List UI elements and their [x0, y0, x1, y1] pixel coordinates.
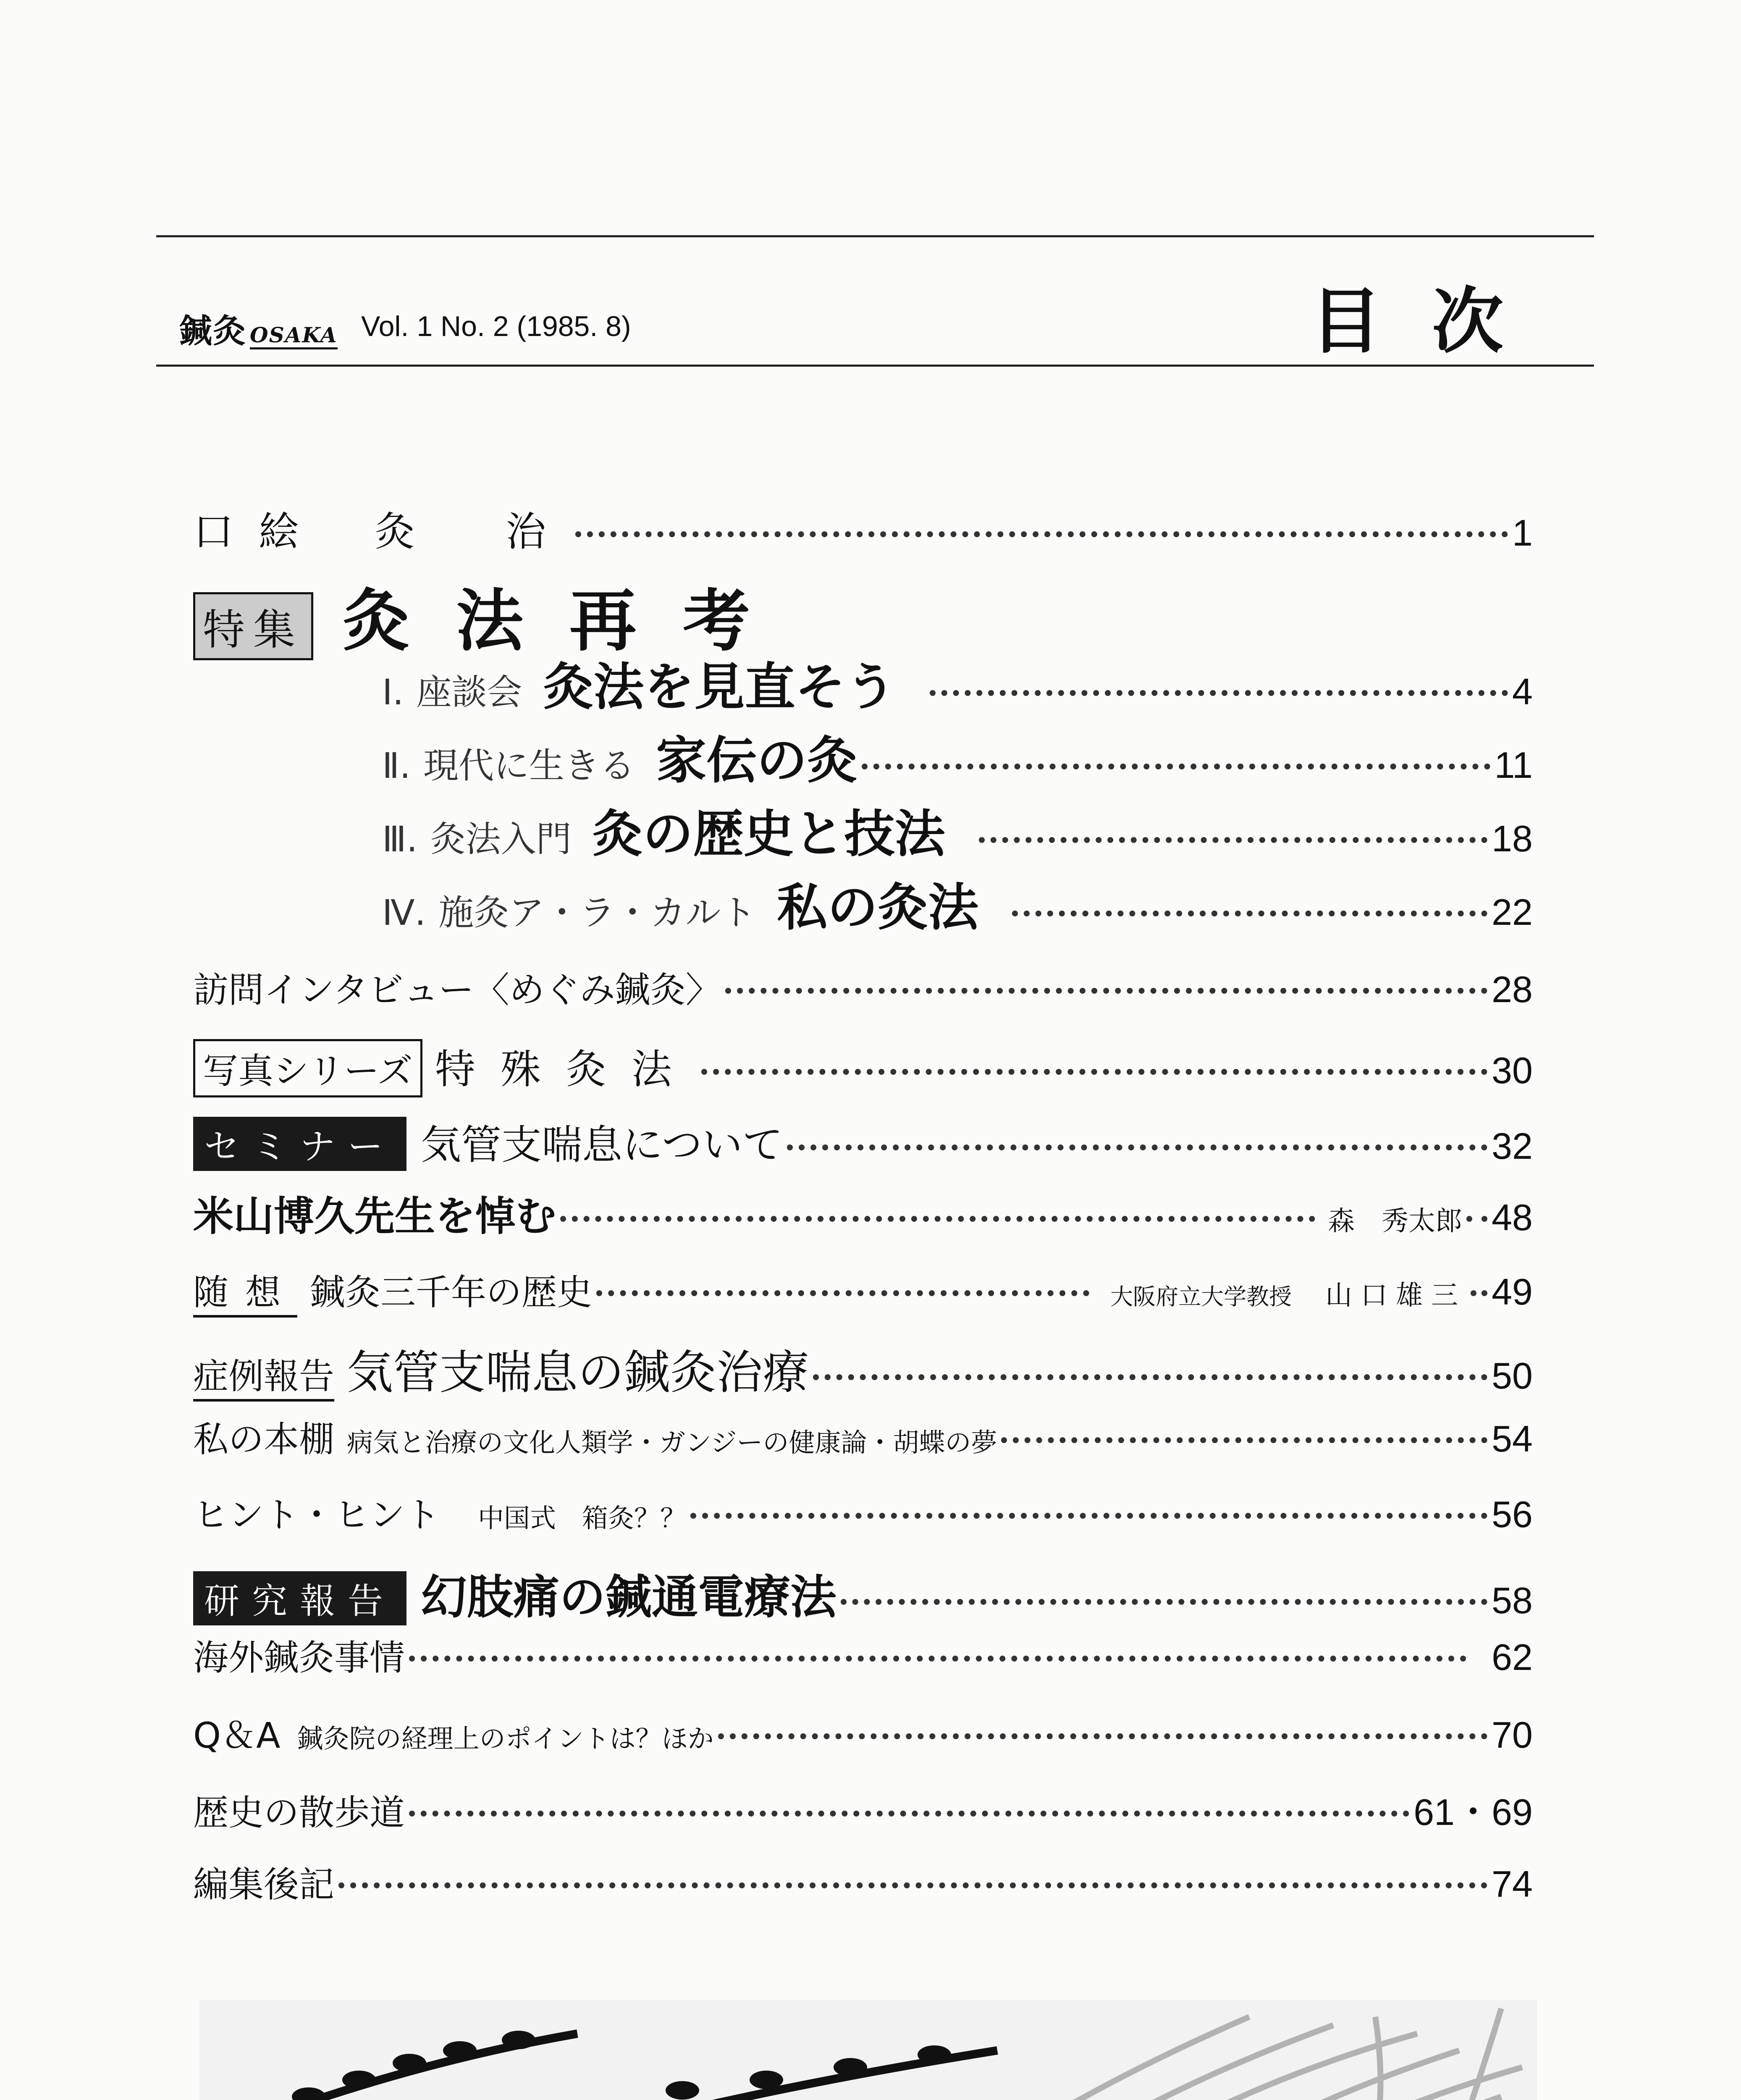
item-sub: 現代に生きる — [423, 745, 635, 786]
toc-row-qa[interactable] — [193, 1707, 1533, 1758]
toc-title: 鍼灸院の経理上のポイントは？ほか — [297, 1723, 714, 1754]
volume-info: Vol. 1 No. 2 (1985. 8) — [361, 310, 631, 342]
page-number: 58 — [1492, 1580, 1533, 1621]
leader-dots — [813, 1374, 1487, 1380]
leader-dots — [1012, 911, 1487, 916]
item-sub: 施灸ア・ラ・カルト — [438, 892, 756, 933]
author-name: 山口雄三 — [1325, 1280, 1467, 1311]
section-label: 私の本棚 — [193, 1419, 335, 1460]
toc-row-photo-series[interactable] — [193, 1037, 1533, 1097]
toc-title: 米山博久先生を悼む — [193, 1192, 556, 1240]
page-number: 18 — [1492, 818, 1533, 859]
page-number: 61・69 — [1413, 1791, 1533, 1833]
leader-dots — [409, 1656, 1466, 1662]
section-label: 写真シリーズ — [193, 1039, 422, 1097]
toc-title: 気管支喘息について — [421, 1121, 783, 1168]
toc-label: 口絵 — [193, 508, 324, 555]
leader-dots — [409, 1811, 1409, 1816]
journal-logo: 鍼灸 OSAKA — [179, 312, 338, 350]
leader-dots — [979, 837, 1487, 843]
leader-dots — [718, 1733, 1488, 1739]
section-label: ヒント・ヒント — [193, 1494, 440, 1536]
leader-dots — [701, 1069, 1487, 1075]
section-label: セミナー — [193, 1117, 406, 1171]
item-number: Ⅲ. — [382, 819, 418, 860]
leader-dots — [1471, 1290, 1487, 1296]
toc-row-feature-4[interactable] — [382, 867, 1533, 940]
toc-title: 灸 治 — [375, 508, 571, 555]
item-title: 私の灸法 — [777, 878, 979, 937]
page-title: 目次 — [1310, 280, 1554, 363]
toc-row-case-report[interactable] — [193, 1336, 1533, 1402]
toc-title: 鍼灸三千年の歴史 — [310, 1272, 593, 1313]
leader-dots — [1001, 1437, 1487, 1443]
item-number: Ⅱ. — [382, 745, 411, 786]
item-title: 灸法を見直そう — [543, 657, 896, 717]
header-rule-top — [156, 235, 1594, 237]
page-number: 62 — [1492, 1636, 1533, 1678]
page-number: 1 — [1512, 512, 1533, 554]
toc-row-interview[interactable] — [193, 962, 1533, 1013]
decorative-brush-illustration — [199, 2000, 1537, 2100]
item-title: 灸の歴史と技法 — [592, 804, 945, 864]
section-label: 随想 — [193, 1264, 297, 1318]
toc-title: 訪問インタビュー〈めぐみ鍼灸〉 — [193, 969, 721, 1011]
page-number: 49 — [1492, 1271, 1533, 1312]
toc-row-feature-1[interactable] — [382, 647, 1533, 719]
toc-title: 中国式 箱灸？？ — [478, 1503, 687, 1533]
toc-row-seminar[interactable] — [193, 1113, 1533, 1171]
item-sub: 座談会 — [416, 672, 522, 713]
feature-title: 灸法再考 — [343, 581, 797, 660]
item-number: Ⅳ. — [382, 892, 426, 933]
leader-dots — [575, 531, 1508, 537]
page-number: 22 — [1492, 891, 1533, 933]
toc-title: 病気と治療の文化人類学・ガンジーの健康論・胡蝶の夢 — [347, 1427, 997, 1458]
leader-dots — [787, 1144, 1487, 1150]
toc-row-overseas[interactable] — [193, 1630, 1533, 1680]
leader-dots — [596, 1290, 1089, 1296]
leader-dots — [560, 1216, 1315, 1222]
toc-row-history-walk[interactable] — [193, 1783, 1533, 1836]
leader-dots — [841, 1599, 1487, 1605]
page-number: 56 — [1492, 1494, 1533, 1535]
toc-title: 編集後記 — [193, 1864, 335, 1905]
item-title: 家伝の灸 — [656, 731, 858, 790]
page-number: 74 — [1492, 1863, 1533, 1905]
section-label: 研究報告 — [193, 1571, 406, 1625]
toc-title: 歴史の散歩道 — [193, 1792, 405, 1833]
toc-title: 特殊灸法 — [435, 1046, 697, 1093]
page-number: 70 — [1492, 1714, 1533, 1756]
section-label: 症例報告 — [193, 1348, 334, 1402]
toc-row-hint[interactable] — [193, 1487, 1533, 1538]
leader-dots — [338, 1882, 1487, 1888]
page-number: 30 — [1492, 1050, 1533, 1091]
page-number: 11 — [1494, 744, 1533, 786]
toc-title: 気管支喘息の鍼灸治療 — [347, 1346, 809, 1399]
item-number: Ⅰ. — [382, 672, 404, 713]
section-label: Q＆A — [193, 1715, 281, 1756]
page-number: 48 — [1492, 1197, 1533, 1238]
item-sub: 灸法入門 — [430, 819, 572, 860]
leader-dots — [862, 764, 1490, 769]
header-rule-bottom — [156, 365, 1594, 367]
feature-label: 特集 — [193, 592, 313, 660]
page-number: 4 — [1512, 671, 1533, 712]
toc-row-feature-3[interactable] — [382, 794, 1533, 866]
author-name: 森 秀太郎 — [1328, 1206, 1463, 1237]
page-number: 28 — [1492, 969, 1533, 1010]
toc-row-feature-2[interactable] — [382, 720, 1533, 793]
toc-row-editors-note[interactable] — [193, 1856, 1533, 1907]
toc-row-essay[interactable] — [193, 1264, 1533, 1318]
toc-row-bookshelf[interactable] — [193, 1411, 1533, 1462]
page-number: 54 — [1492, 1418, 1533, 1460]
toc-row-frontispiece[interactable] — [193, 500, 1533, 557]
leader-dots — [690, 1513, 1487, 1519]
page-number: 50 — [1492, 1355, 1533, 1396]
author-affiliation: 大阪府立大学教授 — [1110, 1284, 1292, 1310]
leader-dots — [725, 988, 1487, 994]
toc-row-memorial[interactable] — [193, 1184, 1533, 1242]
toc-title: 海外鍼灸事情 — [193, 1637, 405, 1678]
toc-title: 幻肢痛の鍼通電療法 — [421, 1570, 837, 1624]
leader-dots — [930, 690, 1508, 696]
page-number: 32 — [1492, 1125, 1533, 1167]
toc-row-research[interactable] — [193, 1560, 1533, 1627]
leader-dots — [1466, 1216, 1487, 1222]
